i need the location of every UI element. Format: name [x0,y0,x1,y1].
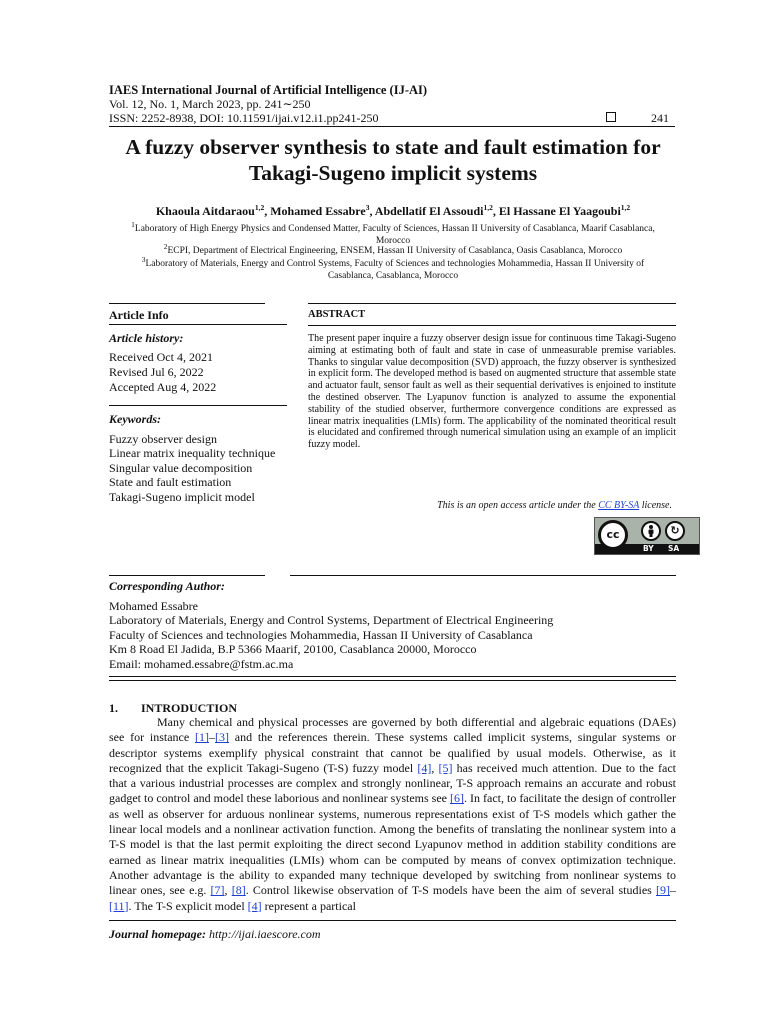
author-sup: 3 [365,203,370,212]
introduction-heading [109,701,237,716]
article-info-heading: Article Info [109,308,169,322]
affiliation-text: Casablanca, Casablanca, Morocco [327,270,459,281]
paragraph-text: – [670,883,676,898]
citation-link[interactable]: [6] [450,791,465,806]
paper-title [90,134,696,186]
revised-date: Revised Jul 6, 2022 [109,365,204,379]
paragraph-text: Many chemical and physical processes are governed by both differential and algebraic equations (DAEs) see for instance [109,715,676,745]
paragraph-text: . The T-S explicit model [128,898,248,913]
affiliation-text: ECPI, Department of Electrical Engineering, ENSEM, Hassan II University of Casablanca, Oasis Casablanca, Morocco [167,246,623,257]
affiliation-sup: 3 [141,255,146,264]
affiliation-sup: 1 [131,220,135,229]
abstract-heading: ABSTRACT [308,309,366,320]
citation-link[interactable]: [4] [417,760,432,775]
paragraph-text: has received much attention. Due to the fact that a various industrial processes are complex and strongly nonlinear, T-S approach remains an accurate and robust gadget to control and model these laborious and nonlinear systems see [109,760,677,806]
journal-name: IAES International Journal of Artificial Intelligence (IJ-AI) [109,83,428,97]
citation-link[interactable]: [9] [656,883,670,898]
license-suffix: license. [639,500,672,511]
badge-by-label: BY [643,544,654,553]
license-prefix: This is an open access article under the [437,500,599,511]
title-line-2: Takagi-Sugeno implicit systems [248,161,538,185]
article-info-rule [109,324,287,325]
cc-icon: cc [598,520,628,550]
keyword-item: Takagi-Sugeno implicit model [109,490,255,504]
corresponding-name: Mohamed Essabre [109,599,198,613]
citation-link[interactable]: [7] [210,883,225,898]
section-title: INTRODUCTION [141,701,238,715]
author-separator: , [369,204,375,218]
homepage-url[interactable]: http://ijai.iaescore.com [209,927,321,941]
share-alike-icon: ↻ [665,521,685,541]
citation-link[interactable]: [3] [214,730,229,745]
paragraph-text: , [224,883,232,898]
citation-link[interactable]: [4] [247,898,262,913]
affiliation-text: Laboratory of High Energy Physics and Condensed Matter, Faculty of Sciences, Hassan II University of Casablanca, Maarif Casablanca, [134,224,655,235]
accepted-date: Accepted Aug 4, 2022 [109,380,217,394]
attribution-person-icon [641,521,661,541]
keyword-item: Fuzzy observer design [109,432,217,446]
author-name: Mohamed Essabre [270,204,366,218]
footer-rule [109,920,676,921]
paragraph-text: . Control likewise observation of T-S models have been the aim of several studies [245,883,656,898]
author-name: Abdellatif El Assoudi [374,204,484,218]
corresponding-rule-left [109,575,265,576]
corresponding-address: Km 8 Road El Jadida, B.P 5366 Maarif, 20100, Casablanca 20000, Morocco [109,642,477,656]
author-sup: 1,2 [620,203,631,212]
page-number: 241 [651,111,669,125]
citation-link[interactable]: [8] [231,883,246,898]
journal-homepage [109,927,321,942]
abstract-text: The present paper inquire a fuzzy observer design issue for continuous time Takagi-Sugeno aiming at estimating both of fault and state in case of unmeasurable premise variables. Thanks to singular value decomposition (SVD) approach, the fuzzy observer is synthesized in explicit form. The developed method is based on augmented structure that assemble state and actuator fault, sensor fault as well as their sequential derivatives is enjoined to institute the destined observer. The Lyapunov function is analyzed to assume the exponential stability of the studied observer, furthermore convergence conditions are expressed as linear matrix inequalities (LMIs) form. The applicability of the nominated theoritical result is elucidated and confiremed through numerical simulation using an example of an implicit fuzzy model. [308,333,676,451]
affiliation-3 [100,254,686,282]
affiliation-text: Laboratory of Materials, Energy and Control Systems, Faculty of Sciences and technologies Mohammedia, Hassan II University of [145,259,645,270]
badge-sa-label: SA [668,544,680,553]
issn-doi-line: ISSN: 2252-8938, DOI: 10.11591/ijai.v12.i1.pp241-250 [109,111,379,125]
article-info-top-rule [109,303,265,304]
paragraph-text: and the references therein. These systems called implicit systems, singular systems or descriptor systems exemplify physical constraint that cannot be qualified by usual models. Otherwise, as it recognized that the explicit Takagi-Sugeno (T-S) fuzzy model [109,730,676,775]
affiliation-text: Morocco [375,235,411,246]
keyword-item: State and fault estimation [109,475,232,489]
title-line-1: A fuzzy observer synthesis to state and fault estimation for [125,135,661,159]
author-name: Khaoula Aitdaraou [155,204,255,218]
corresponding-address: Laboratory of Materials, Energy and Control Systems, Department of Electrical Engineering [109,613,554,627]
cc-by-sa-badge[interactable] [594,517,700,555]
section-number: 1. [109,701,118,715]
corresponding-author-label: Corresponding Author: [109,579,225,593]
homepage-label: Journal homepage: [109,927,207,941]
author-separator: , [492,204,499,218]
open-access-note [300,500,672,511]
author-sup: 1,2 [254,203,265,212]
cc-by-sa-link[interactable]: CC BY-SA [598,500,640,511]
author-sup: 1,2 [483,203,493,212]
paragraph-text: , [431,760,439,775]
received-date: Received Oct 4, 2021 [109,350,213,364]
section-rule-bottom [109,680,676,681]
section-rule-top [109,676,676,677]
corresponding-rule-right [290,575,676,576]
keywords-rule [109,405,287,406]
citation-link[interactable]: [11] [109,898,129,913]
keywords-label: Keywords: [109,412,161,426]
paragraph-text: – [208,730,215,745]
corresponding-email: Email: mohamed.essabre@fstm.ac.ma [109,657,294,671]
paragraph-text: represent a partical [261,898,356,913]
author-separator: , [264,204,271,218]
author-list [90,203,696,219]
header-rule [109,126,675,127]
volume-line: Vol. 12, No. 1, March 2023, pp. 241∼250 [109,97,311,111]
affiliation-sup: 2 [163,242,168,251]
author-name: El Hassane El Yaagoubi [498,204,621,218]
square-icon [606,112,616,122]
article-history-label: Article history: [109,331,184,345]
paragraph-text: . In fact, to facilitate the design of controller as well as observer for arduous nonlinear systems, numerous representations exist of T-S models which gather the linear local models and a nonlinear activation function. Among the benefits of translating the nonlinear system into a T-S model is that the last permit exploiting the direct second Lyapunov method in addition stability conditions are earned as linear matrix inequalities (LMIs) whom can be computed by means of convex optimization technique. Another advantage is the ability to expanded many technique developed by switching from nonlinear systems to linear ones, see e.g. [109,791,676,898]
corresponding-address: Faculty of Sciences and technologies Mohammedia, Hassan II University of Casablanca [109,628,533,642]
citation-link[interactable]: [1] [194,730,209,745]
introduction-paragraph [109,715,676,914]
abstract-rule [308,325,676,326]
keyword-item: Linear matrix inequality technique [109,446,276,460]
citation-link[interactable]: [5] [438,760,453,775]
abstract-top-rule [308,303,676,304]
keyword-item: Singular value decomposition [109,461,253,475]
